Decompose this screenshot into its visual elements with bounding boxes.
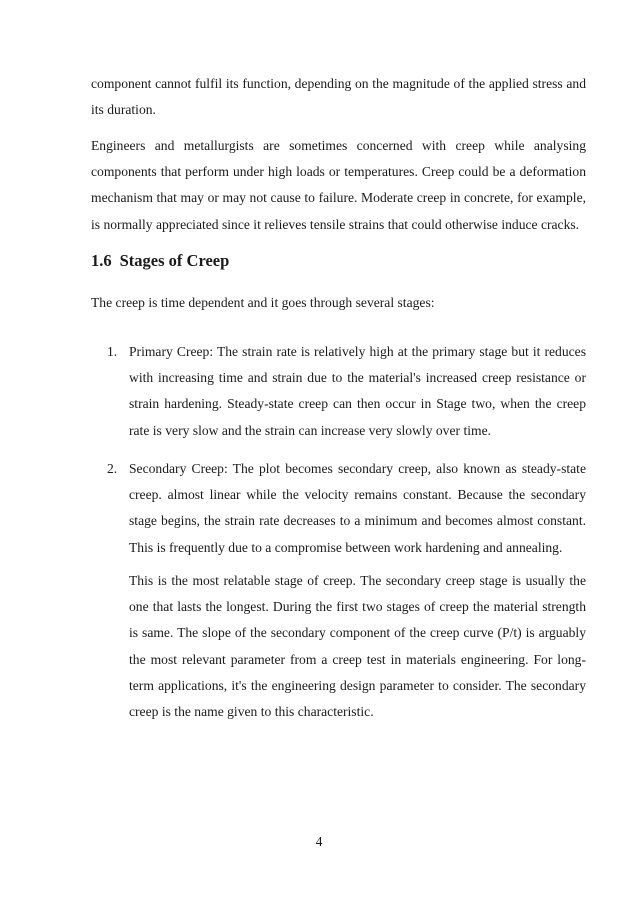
list-item-number: 1. (107, 344, 118, 359)
page-number: 4 (315, 834, 323, 849)
list-item-number: 2. (107, 461, 118, 476)
list-item-text: Primary Creep: The strain rate is relatively high at the primary stage but it reduces with increasing time and strain due to the material's increased creep resistance or strain hardening. Steady-state creep can then occur in Stage two, when the creep rate is very slow and the strain can increase very slowly over time. (129, 344, 586, 438)
section-title: Stages of Creep (119, 251, 230, 270)
list-item-secondary-creep (107, 456, 586, 561)
paragraph-continuation: component cannot fulfil its function, depending on the magnitude of the applied stress and its duration. (91, 76, 586, 118)
secondary-creep-detail-paragraph: This is the most relatable stage of creep. The secondary creep stage is usually the one that lasts the longest. During the first two stages of creep the material strength is same. The slope of the secondary component of the creep curve (P/t) is arguably the most relevant parameter from a creep test in materials engineering. For long-term applications, it's the engineering design parameter to consider. The secondary creep is the name given to this characteristic. (129, 573, 586, 720)
section-intro: The creep is time dependent and it goes through several stages: (91, 295, 435, 310)
list-item-primary-creep (107, 339, 586, 444)
paragraph-engineers-creep: Engineers and metallurgists are sometimes concerned with creep while analysing components that perform under high loads or temperatures. Creep could be a deformation mechanism that may or may not cause to failure. Moderate creep in concrete, for example, is normally appreciated since it relieves tensile strains that could otherwise induce cracks. (91, 138, 586, 232)
list-item-text: Secondary Creep: The plot becomes secondary creep, also known as steady-state creep. almost linear while the velocity remains constant. Because the secondary stage begins, the strain rate decreases to a minimum and becomes almost constant. This is frequently due to a compromise between work hardening and annealing. (129, 461, 586, 555)
section-number: 1.6 (91, 251, 112, 270)
section-heading (91, 248, 229, 274)
